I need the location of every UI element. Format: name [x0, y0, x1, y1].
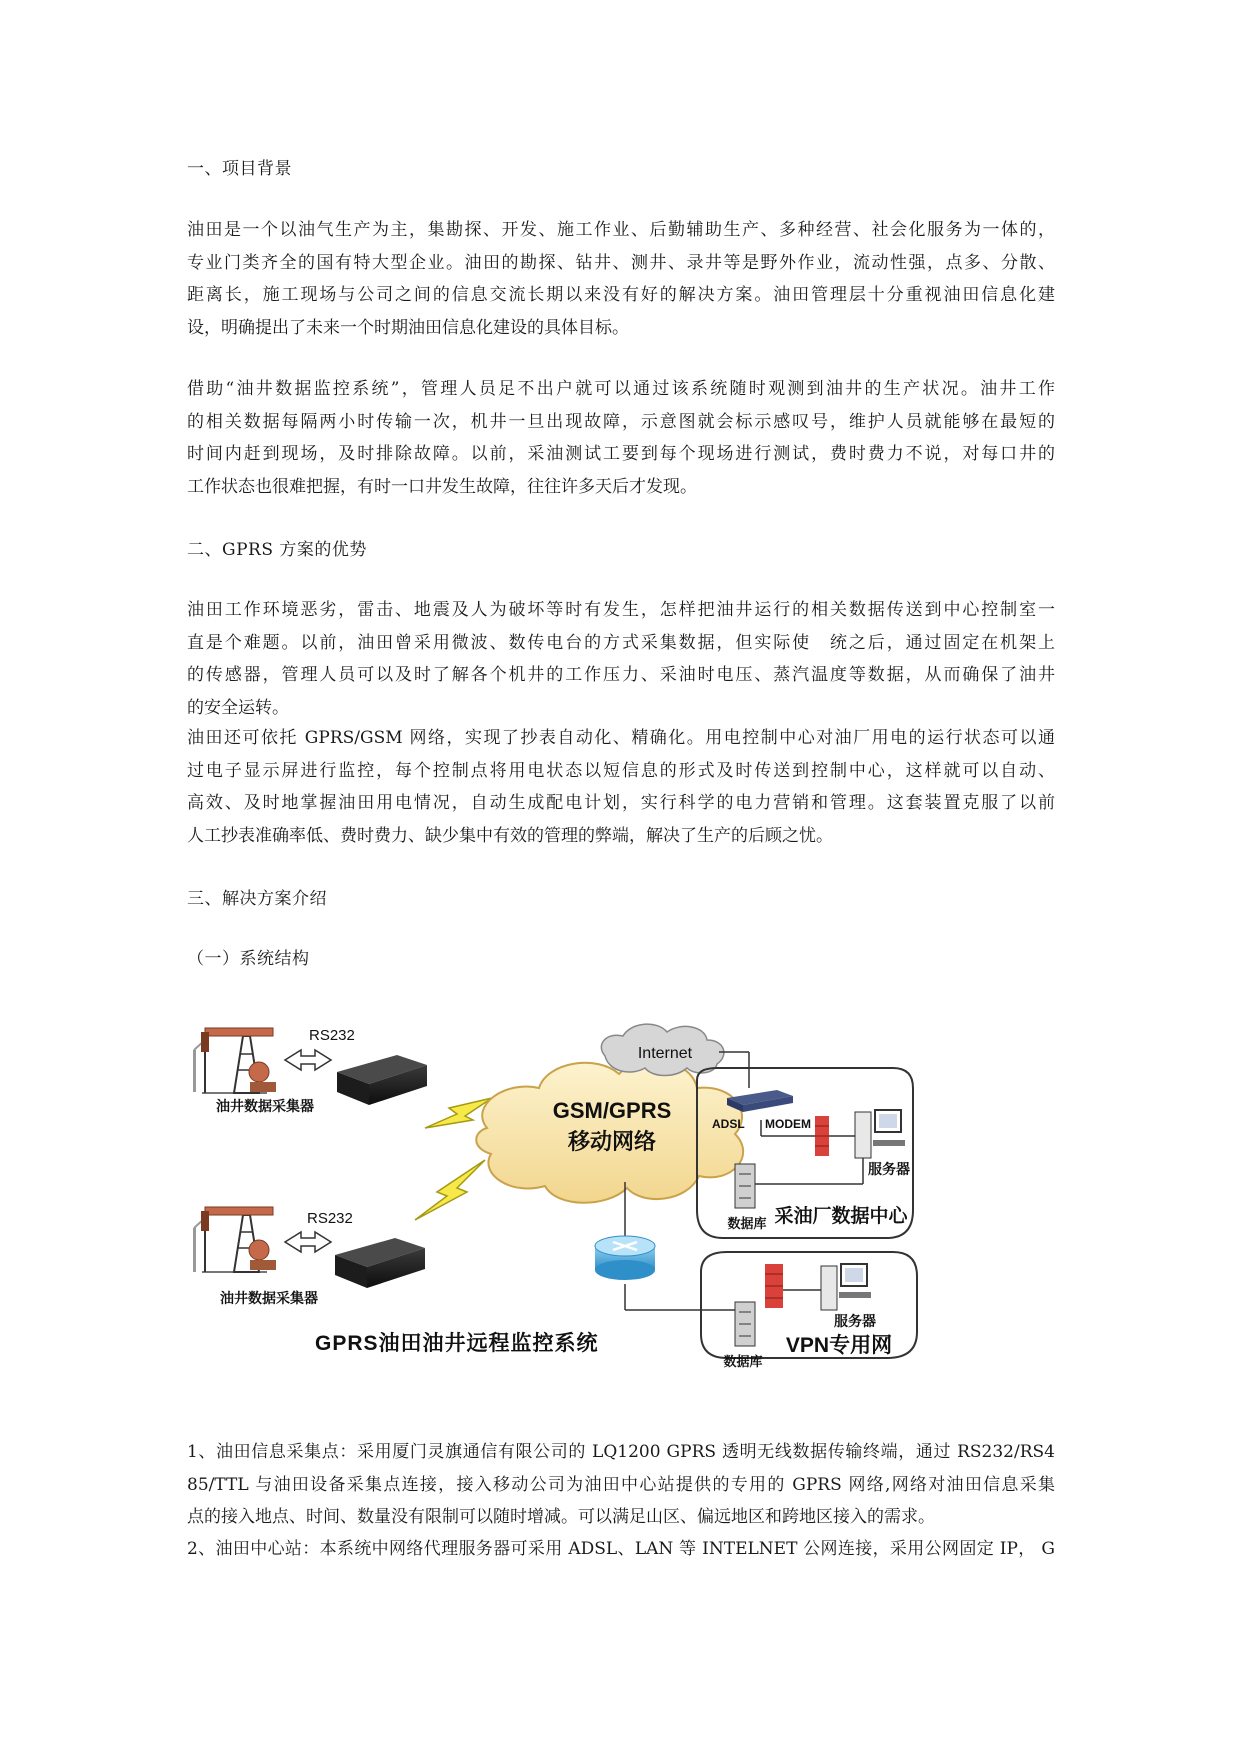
cloud-title-line-2: 移动网络 [567, 1129, 657, 1154]
section-2-heading: 二、GPRS 方案的优势 [187, 540, 367, 560]
gprs-terminal-top-icon [337, 1055, 427, 1105]
pump-jack-bottom-icon [193, 1207, 276, 1272]
text-line: 油田还可依托 GPRS/GSM 网络，实现了抄表自动化、精确化。用电控制中心对油厂用电的运行状态可以通 [187, 728, 1055, 748]
database-bottom-icon [735, 1302, 755, 1346]
firewall-top-icon [815, 1116, 829, 1156]
collector-top-label: 油井数据采集器 [216, 1098, 314, 1114]
database-top-label: 数据库 [727, 1216, 767, 1231]
text-line: 的相关数据每隔两小时传输一次，机井一旦出现故障，示意图就会标示感叹号，维护人员就能够在最短的 [187, 411, 1055, 432]
wireless-signal-bottom-icon [415, 1160, 485, 1220]
server-bottom-label: 服务器 [834, 1313, 876, 1329]
vpn-label: VPN专用网 [785, 1334, 893, 1357]
text-line: 人工抄表准确率低、费时费力、缺少集中有效的管理的弊端，解决了生产的后顾之忧。 [187, 825, 833, 846]
text-line: 设，明确提出了未来一个时期油田信息化建设的具体目标。 [187, 317, 629, 338]
cloud-title-line-1: GSM/GPRS [552, 1098, 672, 1123]
bidirectional-arrow-bottom-icon [285, 1232, 331, 1252]
text-line: 油田工作环境恶劣，雷击、地震及人为破坏等时有发生，怎样把油井运行的相关数据传送到中心控制室一 [187, 600, 1055, 620]
text-line: 2、油田中心站：本系统中网络代理服务器可采用 ADSL、LAN 等 INTELNET 公网连接，采用公网固定 IP， G [187, 1539, 1055, 1559]
text-line: 距离长，施工现场与公司之间的信息交流长期以来没有好的解决方案。油田管理层十分重视油田信息化建 [187, 285, 1055, 305]
section-1-paragraph-2 [187, 373, 1055, 503]
datacenter-label: 采油厂数据中心 [774, 1206, 908, 1227]
adsl-modem-icon [727, 1090, 793, 1112]
section-3-subheading: （一）系统结构 [187, 949, 310, 969]
text-line: 专业门类齐全的国有特大型企业。油田的勘探、钻井、测井、录井等是野外作业，流动性强，点多、分散、 [187, 252, 1055, 273]
text-line: 过电子显示屏进行监控，每个控制点将用电状态以短信息的形式及时传送到控制中心，这样就可以自动、 [187, 760, 1055, 781]
text-line: 高效、及时地掌握油田用电情况，自动生成配电计划，实行科学的电力营销和管理。这套装置克服了以前 [187, 793, 1055, 813]
server-top-label: 服务器 [868, 1161, 910, 1177]
bidirectional-arrow-top-icon [285, 1050, 331, 1070]
section-2-paragraph-2 [187, 722, 1055, 852]
text-line: 工作状态也很难把握，有时一口井发生故障，往往许多天后才发现。 [187, 476, 697, 497]
database-bottom-label: 数据库 [723, 1354, 763, 1369]
server-top-icon [855, 1110, 905, 1158]
rs232-top-label: RS232 [309, 1027, 355, 1044]
modem-label: MODEM [765, 1117, 811, 1131]
server-bottom-icon [821, 1264, 871, 1310]
firewall-bottom-icon [765, 1264, 783, 1308]
adsl-label: ADSL [712, 1117, 745, 1131]
text-line: 直是个难题。以前，油田曾采用微波、数传电台的方式采集数据，但实际使 统之后，通过固定在机架上 [187, 632, 1055, 653]
section-2-paragraph-1 [187, 594, 1055, 724]
text-line: 85/TTL 与油田设备采集点连接，接入移动公司为油田中心站提供的专用的 GPRS 网络,网络对油田信息采集 [187, 1474, 1055, 1495]
text-line: 的传感器，管理人员可以及时了解各个机井的工作压力、采油时电压、蒸汽温度等数据，从而确保了油井 [187, 665, 1055, 685]
collector-bottom-label: 油井数据采集器 [220, 1290, 318, 1306]
text-line: 油田是一个以油气生产为主，集勘探、开发、施工作业、后勤辅助生产、多种经营、社会化服务为一体的， [187, 220, 1055, 240]
section-3-paragraph-2 [187, 1533, 1055, 1566]
section-3-paragraph-1 [187, 1436, 1055, 1534]
section-1-heading: 一、项目背景 [187, 159, 292, 179]
text-line: 点的接入地点、时间、数量没有限制可以随时增减。可以满足山区、偏远地区和跨地区接入的需求。 [187, 1507, 935, 1527]
section-1-paragraph-1 [187, 214, 1055, 344]
section-3-heading: 三、解决方案介绍 [187, 889, 327, 909]
internet-label: Internet [637, 1045, 693, 1062]
router-icon [595, 1236, 655, 1280]
text-line: 的安全运转。 [187, 697, 289, 718]
text-line: 借助“油井数据监控系统”，管理人员足不出户就可以通过该系统随时观测到油井的生产状况。油井工作 [187, 379, 1055, 399]
system-architecture-diagram [187, 1010, 1012, 1408]
text-line: 时间内赶到现场，及时排除故障。以前，采油测试工要到每个现场进行测试，费时费力不说，对每口井的 [187, 444, 1055, 464]
rs232-bottom-label: RS232 [307, 1210, 353, 1227]
database-top-icon [735, 1164, 755, 1208]
gprs-terminal-bottom-icon [335, 1238, 425, 1288]
text-line: 1、油田信息采集点：采用厦门灵旗通信有限公司的 LQ1200 GPRS 透明无线数据传输终端，通过 RS232/RS4 [187, 1442, 1055, 1462]
diagram-caption: GPRS油田油井远程监控系统 [315, 1332, 599, 1355]
pump-jack-top-icon [193, 1028, 276, 1093]
